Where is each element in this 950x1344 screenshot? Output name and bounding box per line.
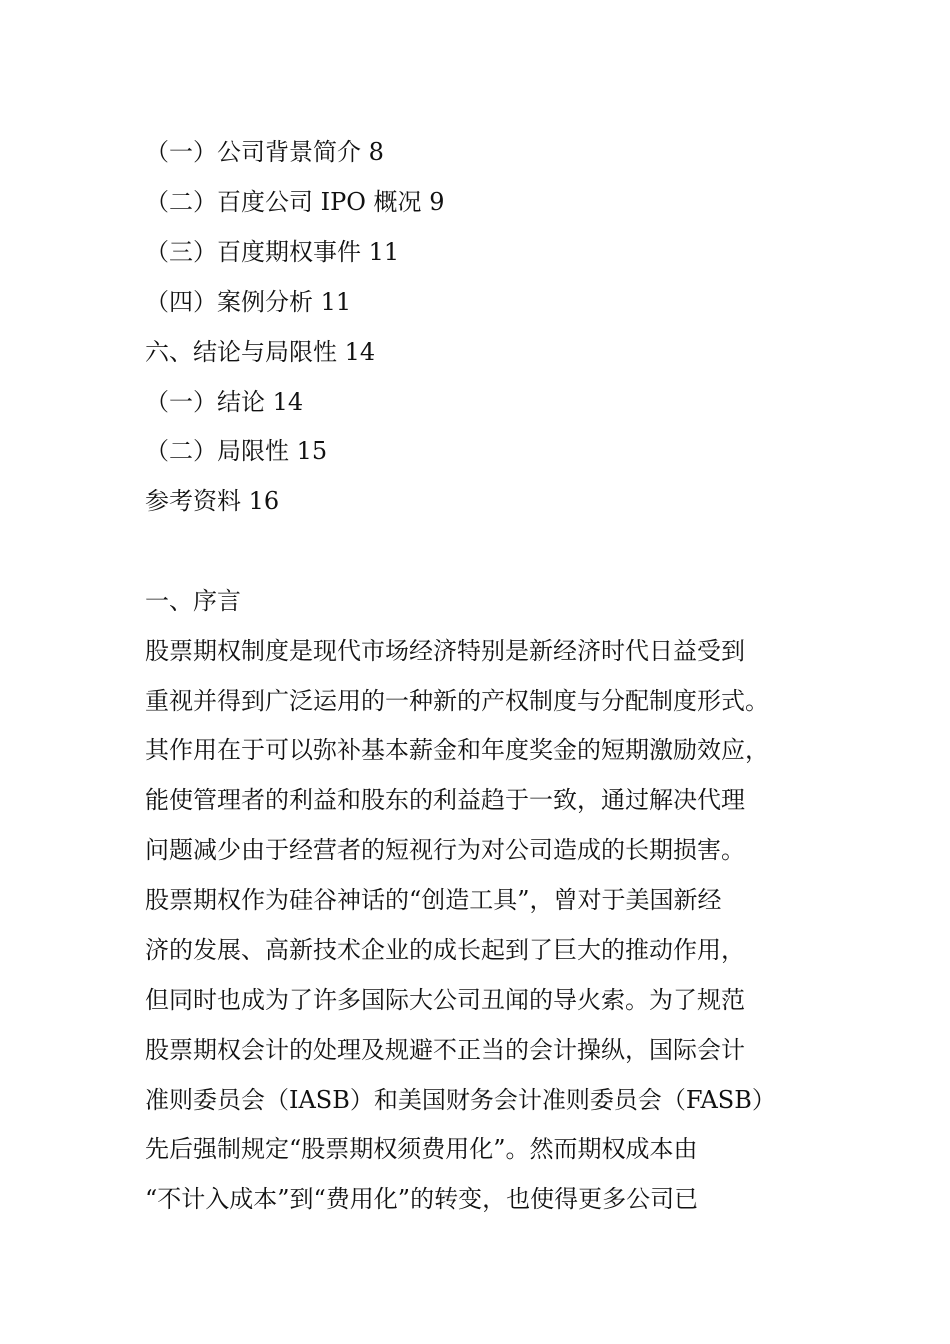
toc-item: （一）公司背景简介 8: [145, 138, 384, 166]
paragraph-line: 先后强制规定“股票期权须费用化”。然而期权成本由: [145, 1135, 698, 1163]
toc-item: 六、结论与局限性 14: [145, 338, 376, 366]
paragraph-line: 准则委员会（IASB）和美国财务会计准则委员会（FASB）: [145, 1086, 776, 1114]
toc-item: （四）案例分析 11: [145, 288, 352, 316]
toc-item: （二）百度公司 IPO 概况 9: [145, 188, 445, 216]
toc-item: （三）百度期权事件 11: [145, 238, 400, 266]
toc-item: 参考资料 16: [145, 487, 280, 515]
paragraph-line: 能使管理者的利益和股东的利益趋于一致，通过解决代理: [145, 786, 745, 814]
paragraph-line: “不计入成本”到“费用化”的转变，也使得更多公司已: [145, 1185, 699, 1213]
paragraph-line: 股票期权会计的处理及规避不正当的会计操纵，国际会计: [145, 1036, 745, 1064]
paragraph-line: 济的发展、高新技术企业的成长起到了巨大的推动作用，: [145, 936, 745, 964]
paragraph-line: 但同时也成为了许多国际大公司丑闻的导火索。为了规范: [145, 986, 745, 1014]
paragraph-line: 股票期权作为硅谷神话的“创造工具”，曾对于美国新经: [145, 886, 722, 914]
toc-item: （二）局限性 15: [145, 437, 328, 465]
paragraph-line: 其作用在于可以弥补基本薪金和年度奖金的短期激励效应，: [145, 736, 769, 764]
paragraph-line: 问题减少由于经营者的短视行为对公司造成的长期损害。: [145, 836, 745, 864]
toc-item: （一）结论 14: [145, 388, 304, 416]
paragraph-line: 重视并得到广泛运用的一种新的产权制度与分配制度形式。: [145, 687, 769, 715]
paragraph-line: 股票期权制度是现代市场经济特别是新经济时代日益受到: [145, 637, 745, 665]
section-heading: 一、序言: [145, 587, 241, 615]
